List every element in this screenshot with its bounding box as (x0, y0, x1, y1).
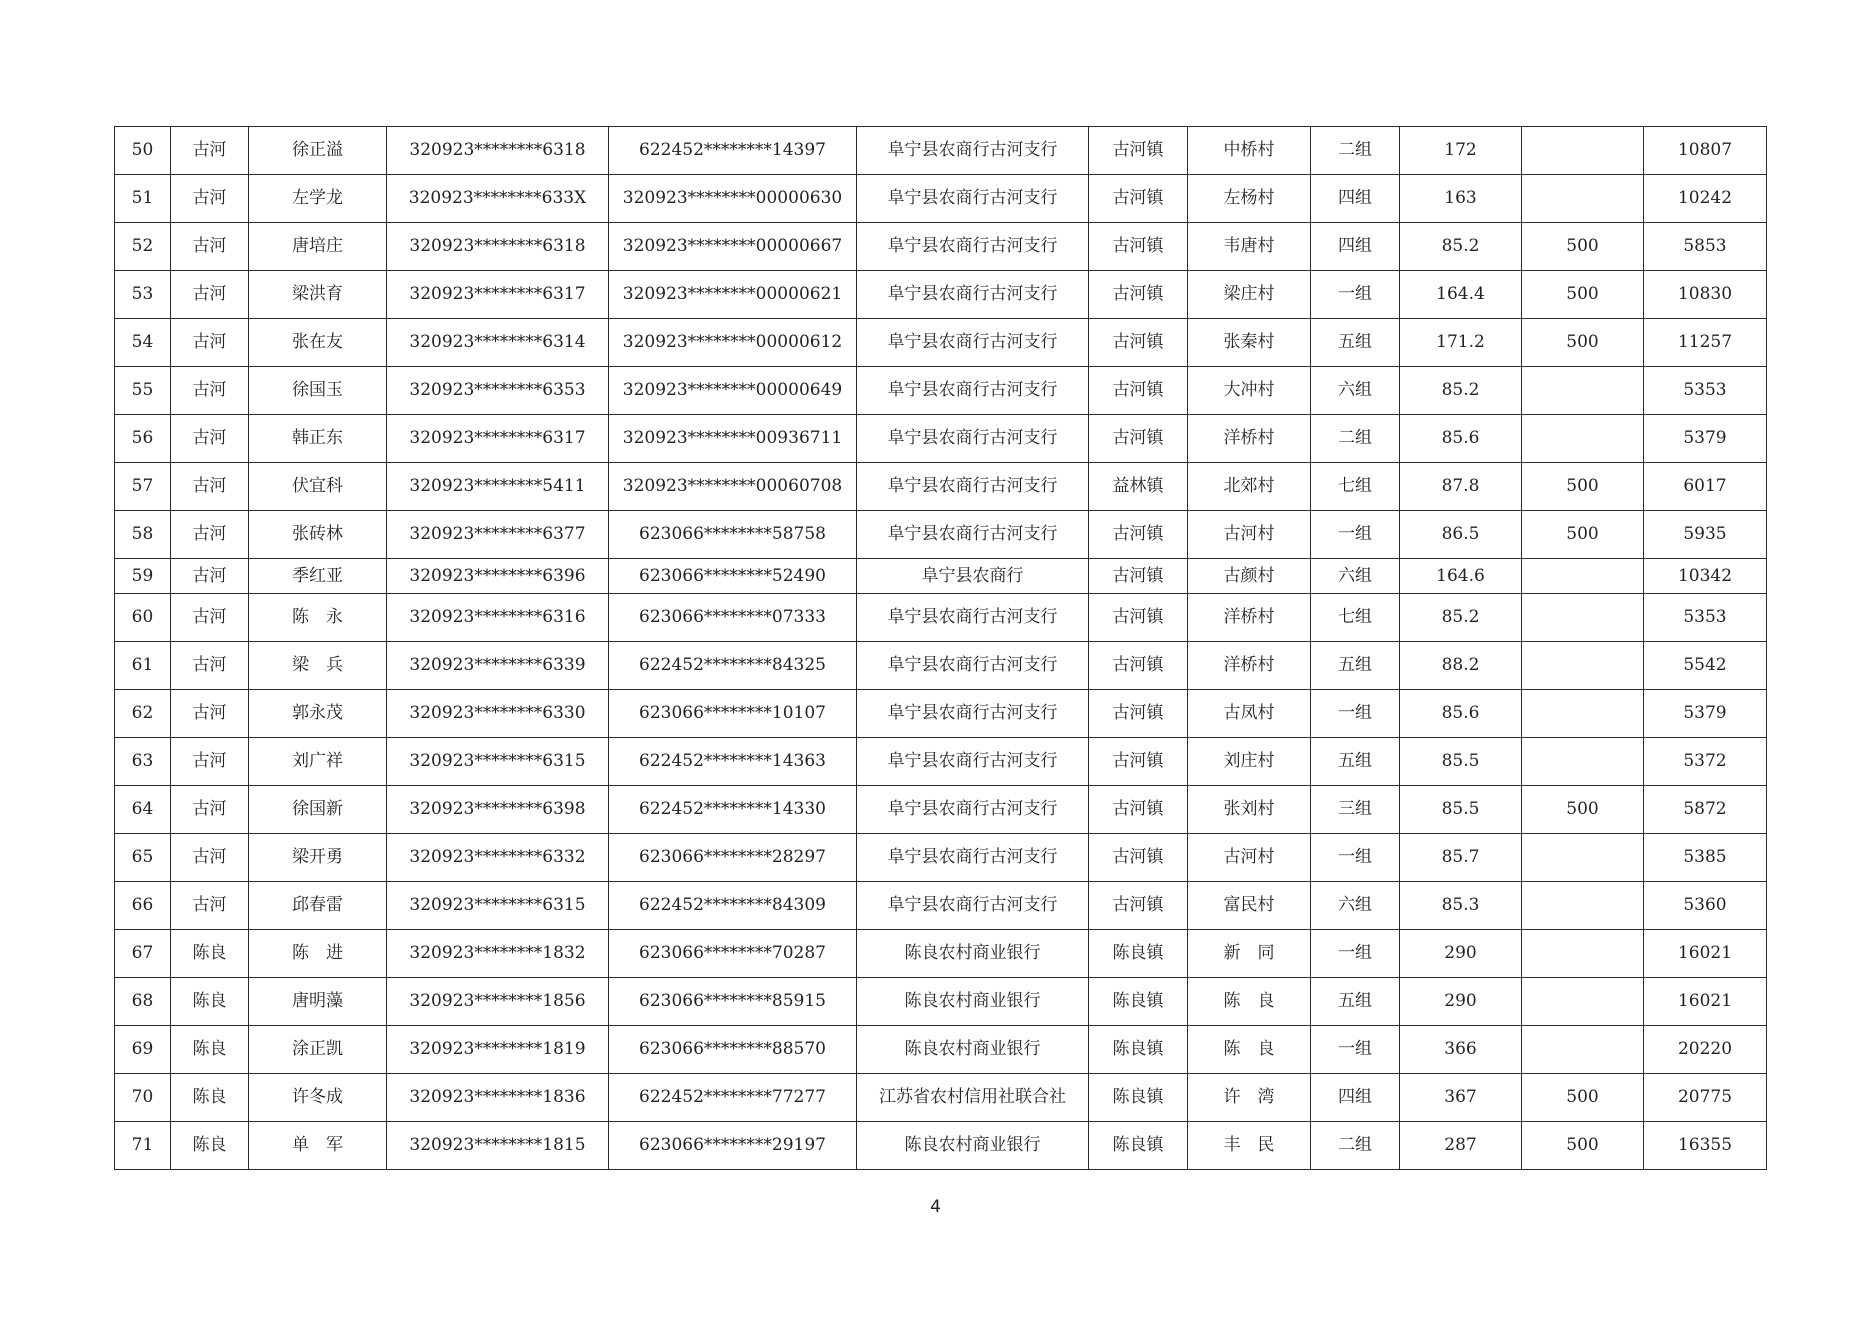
cell-area: 85.7 (1400, 834, 1522, 882)
table-row (115, 559, 1767, 594)
table-row (115, 978, 1767, 1026)
cell-amount: 5542 (1644, 642, 1767, 690)
cell-area: 85.2 (1400, 594, 1522, 642)
cell-town: 古河镇 (1089, 559, 1188, 594)
cell-township: 古河 (171, 175, 249, 223)
cell-amount: 20775 (1644, 1074, 1767, 1122)
cell-town: 古河镇 (1089, 367, 1188, 415)
cell-bank: 阜宁县农商行 (857, 559, 1089, 594)
table-body (115, 127, 1767, 1170)
cell-extra-amount (1522, 930, 1644, 978)
cell-amount: 5853 (1644, 223, 1767, 271)
cell-area: 290 (1400, 978, 1522, 1026)
cell-account-number: 623066********29197 (609, 1122, 857, 1170)
cell-group: 一组 (1311, 1026, 1400, 1074)
cell-village: 中桥村 (1188, 127, 1311, 175)
cell-area: 85.5 (1400, 738, 1522, 786)
cell-row-number: 52 (115, 223, 171, 271)
cell-name: 徐国玉 (249, 367, 387, 415)
cell-group: 六组 (1311, 882, 1400, 930)
cell-village: 古河村 (1188, 511, 1311, 559)
cell-id-number: 320923********6398 (387, 786, 609, 834)
cell-name: 单 军 (249, 1122, 387, 1170)
table-row (115, 642, 1767, 690)
cell-row-number: 69 (115, 1026, 171, 1074)
cell-town: 古河镇 (1089, 738, 1188, 786)
table-row (115, 1122, 1767, 1170)
cell-account-number: 623066********88570 (609, 1026, 857, 1074)
table-row (115, 223, 1767, 271)
cell-id-number: 320923********1815 (387, 1122, 609, 1170)
cell-id-number: 320923********6377 (387, 511, 609, 559)
cell-row-number: 57 (115, 463, 171, 511)
cell-bank: 阜宁县农商行古河支行 (857, 786, 1089, 834)
cell-extra-amount (1522, 978, 1644, 1026)
table-row (115, 1074, 1767, 1122)
cell-township: 古河 (171, 127, 249, 175)
cell-name: 邱春雷 (249, 882, 387, 930)
cell-extra-amount (1522, 367, 1644, 415)
cell-extra-amount (1522, 415, 1644, 463)
cell-extra-amount: 500 (1522, 271, 1644, 319)
cell-extra-amount: 500 (1522, 319, 1644, 367)
cell-name: 徐国新 (249, 786, 387, 834)
cell-amount: 5353 (1644, 594, 1767, 642)
cell-town: 古河镇 (1089, 642, 1188, 690)
data-table (114, 126, 1767, 1170)
cell-row-number: 55 (115, 367, 171, 415)
cell-township: 陈良 (171, 1122, 249, 1170)
cell-name: 梁开勇 (249, 834, 387, 882)
cell-area: 163 (1400, 175, 1522, 223)
cell-bank: 阜宁县农商行古河支行 (857, 882, 1089, 930)
cell-amount: 10807 (1644, 127, 1767, 175)
cell-town: 陈良镇 (1089, 1026, 1188, 1074)
cell-group: 一组 (1311, 511, 1400, 559)
cell-amount: 10830 (1644, 271, 1767, 319)
cell-area: 367 (1400, 1074, 1522, 1122)
cell-bank: 阜宁县农商行古河支行 (857, 175, 1089, 223)
cell-township: 古河 (171, 834, 249, 882)
cell-id-number: 320923********6314 (387, 319, 609, 367)
cell-bank: 阜宁县农商行古河支行 (857, 415, 1089, 463)
cell-account-number: 622452********14363 (609, 738, 857, 786)
cell-bank: 阜宁县农商行古河支行 (857, 367, 1089, 415)
cell-id-number: 320923********6315 (387, 738, 609, 786)
cell-extra-amount (1522, 559, 1644, 594)
cell-amount: 5360 (1644, 882, 1767, 930)
table-row (115, 175, 1767, 223)
cell-extra-amount: 500 (1522, 223, 1644, 271)
cell-township: 古河 (171, 271, 249, 319)
cell-name: 唐培庄 (249, 223, 387, 271)
cell-township: 古河 (171, 882, 249, 930)
cell-group: 五组 (1311, 642, 1400, 690)
cell-account-number: 320923********00000621 (609, 271, 857, 319)
cell-township: 古河 (171, 642, 249, 690)
cell-extra-amount (1522, 882, 1644, 930)
cell-group: 五组 (1311, 978, 1400, 1026)
cell-id-number: 320923********6332 (387, 834, 609, 882)
cell-row-number: 58 (115, 511, 171, 559)
cell-amount: 20220 (1644, 1026, 1767, 1074)
cell-town: 陈良镇 (1089, 930, 1188, 978)
cell-town: 古河镇 (1089, 415, 1188, 463)
cell-bank: 江苏省农村信用社联合社 (857, 1074, 1089, 1122)
cell-name: 张在友 (249, 319, 387, 367)
table-row (115, 511, 1767, 559)
cell-name: 伏宜科 (249, 463, 387, 511)
cell-account-number: 320923********00000667 (609, 223, 857, 271)
cell-account-number: 622452********77277 (609, 1074, 857, 1122)
cell-township: 古河 (171, 594, 249, 642)
cell-amount: 5379 (1644, 690, 1767, 738)
table-row (115, 786, 1767, 834)
cell-village: 洋桥村 (1188, 415, 1311, 463)
cell-id-number: 320923********6353 (387, 367, 609, 415)
cell-group: 一组 (1311, 271, 1400, 319)
cell-township: 古河 (171, 319, 249, 367)
cell-area: 366 (1400, 1026, 1522, 1074)
cell-area: 88.2 (1400, 642, 1522, 690)
cell-extra-amount (1522, 594, 1644, 642)
cell-village: 陈 良 (1188, 1026, 1311, 1074)
table-row (115, 882, 1767, 930)
cell-name: 陈 永 (249, 594, 387, 642)
cell-town: 古河镇 (1089, 834, 1188, 882)
page-number: 4 (930, 1197, 941, 1217)
cell-village: 大冲村 (1188, 367, 1311, 415)
cell-group: 五组 (1311, 738, 1400, 786)
cell-group: 二组 (1311, 127, 1400, 175)
cell-name: 张砖林 (249, 511, 387, 559)
cell-extra-amount: 500 (1522, 786, 1644, 834)
cell-id-number: 320923********1819 (387, 1026, 609, 1074)
cell-id-number: 320923********1836 (387, 1074, 609, 1122)
cell-id-number: 320923********6315 (387, 882, 609, 930)
cell-town: 古河镇 (1089, 786, 1188, 834)
cell-id-number: 320923********1856 (387, 978, 609, 1026)
cell-town: 古河镇 (1089, 690, 1188, 738)
cell-bank: 陈良农村商业银行 (857, 1026, 1089, 1074)
cell-name: 涂正凯 (249, 1026, 387, 1074)
cell-bank: 阜宁县农商行古河支行 (857, 271, 1089, 319)
cell-village: 新 同 (1188, 930, 1311, 978)
cell-bank: 阜宁县农商行古河支行 (857, 642, 1089, 690)
cell-row-number: 65 (115, 834, 171, 882)
cell-village: 洋桥村 (1188, 594, 1311, 642)
cell-town: 古河镇 (1089, 511, 1188, 559)
cell-town: 古河镇 (1089, 127, 1188, 175)
cell-area: 290 (1400, 930, 1522, 978)
table-row (115, 594, 1767, 642)
cell-amount: 5379 (1644, 415, 1767, 463)
cell-village: 刘庄村 (1188, 738, 1311, 786)
table-row (115, 415, 1767, 463)
cell-village: 古颜村 (1188, 559, 1311, 594)
cell-extra-amount (1522, 738, 1644, 786)
cell-account-number: 320923********00936711 (609, 415, 857, 463)
cell-amount: 16021 (1644, 930, 1767, 978)
cell-village: 张刘村 (1188, 786, 1311, 834)
cell-id-number: 320923********1832 (387, 930, 609, 978)
cell-area: 85.6 (1400, 690, 1522, 738)
cell-township: 古河 (171, 223, 249, 271)
cell-town: 陈良镇 (1089, 1074, 1188, 1122)
cell-extra-amount: 500 (1522, 463, 1644, 511)
cell-amount: 10242 (1644, 175, 1767, 223)
cell-account-number: 623066********28297 (609, 834, 857, 882)
cell-account-number: 622452********84325 (609, 642, 857, 690)
cell-amount: 11257 (1644, 319, 1767, 367)
cell-row-number: 62 (115, 690, 171, 738)
cell-group: 七组 (1311, 463, 1400, 511)
cell-name: 徐正溢 (249, 127, 387, 175)
cell-area: 85.5 (1400, 786, 1522, 834)
cell-group: 二组 (1311, 415, 1400, 463)
cell-township: 古河 (171, 367, 249, 415)
cell-amount: 16355 (1644, 1122, 1767, 1170)
cell-township: 古河 (171, 559, 249, 594)
cell-id-number: 320923********6318 (387, 223, 609, 271)
cell-town: 古河镇 (1089, 223, 1188, 271)
cell-bank: 阜宁县农商行古河支行 (857, 594, 1089, 642)
cell-extra-amount (1522, 1026, 1644, 1074)
cell-extra-amount (1522, 690, 1644, 738)
cell-account-number: 622452********84309 (609, 882, 857, 930)
cell-id-number: 320923********6316 (387, 594, 609, 642)
cell-group: 六组 (1311, 367, 1400, 415)
cell-account-number: 623066********10107 (609, 690, 857, 738)
cell-name: 唐明藻 (249, 978, 387, 1026)
cell-village: 富民村 (1188, 882, 1311, 930)
cell-township: 陈良 (171, 1026, 249, 1074)
cell-area: 85.6 (1400, 415, 1522, 463)
cell-township: 陈良 (171, 1074, 249, 1122)
cell-bank: 陈良农村商业银行 (857, 978, 1089, 1026)
cell-town: 古河镇 (1089, 175, 1188, 223)
cell-extra-amount (1522, 642, 1644, 690)
cell-row-number: 63 (115, 738, 171, 786)
cell-village: 许 湾 (1188, 1074, 1311, 1122)
cell-bank: 陈良农村商业银行 (857, 1122, 1089, 1170)
cell-bank: 陈良农村商业银行 (857, 930, 1089, 978)
cell-group: 一组 (1311, 690, 1400, 738)
cell-amount: 6017 (1644, 463, 1767, 511)
cell-group: 六组 (1311, 559, 1400, 594)
cell-group: 四组 (1311, 175, 1400, 223)
cell-group: 二组 (1311, 1122, 1400, 1170)
cell-id-number: 320923********6317 (387, 415, 609, 463)
cell-area: 171.2 (1400, 319, 1522, 367)
cell-bank: 阜宁县农商行古河支行 (857, 690, 1089, 738)
cell-area: 87.8 (1400, 463, 1522, 511)
cell-row-number: 70 (115, 1074, 171, 1122)
cell-area: 85.2 (1400, 223, 1522, 271)
cell-town: 陈良镇 (1089, 978, 1188, 1026)
cell-bank: 阜宁县农商行古河支行 (857, 127, 1089, 175)
cell-id-number: 320923********6396 (387, 559, 609, 594)
cell-row-number: 54 (115, 319, 171, 367)
cell-amount: 10342 (1644, 559, 1767, 594)
table-row (115, 690, 1767, 738)
cell-area: 85.2 (1400, 367, 1522, 415)
table-row (115, 930, 1767, 978)
cell-account-number: 320923********00060708 (609, 463, 857, 511)
cell-township: 陈良 (171, 978, 249, 1026)
cell-row-number: 71 (115, 1122, 171, 1170)
cell-extra-amount (1522, 834, 1644, 882)
cell-village: 古河村 (1188, 834, 1311, 882)
table-row (115, 738, 1767, 786)
cell-name: 郭永茂 (249, 690, 387, 738)
cell-name: 刘广祥 (249, 738, 387, 786)
cell-name: 陈 进 (249, 930, 387, 978)
cell-township: 陈良 (171, 930, 249, 978)
cell-row-number: 59 (115, 559, 171, 594)
cell-id-number: 320923********5411 (387, 463, 609, 511)
cell-extra-amount: 500 (1522, 1122, 1644, 1170)
cell-bank: 阜宁县农商行古河支行 (857, 319, 1089, 367)
cell-group: 一组 (1311, 930, 1400, 978)
cell-township: 古河 (171, 415, 249, 463)
cell-area: 172 (1400, 127, 1522, 175)
table-row (115, 319, 1767, 367)
cell-area: 164.6 (1400, 559, 1522, 594)
table-row (115, 271, 1767, 319)
cell-group: 四组 (1311, 223, 1400, 271)
cell-id-number: 320923********6330 (387, 690, 609, 738)
cell-group: 三组 (1311, 786, 1400, 834)
cell-group: 七组 (1311, 594, 1400, 642)
cell-row-number: 64 (115, 786, 171, 834)
cell-town: 古河镇 (1089, 271, 1188, 319)
cell-account-number: 320923********00000649 (609, 367, 857, 415)
cell-id-number: 320923********6318 (387, 127, 609, 175)
cell-account-number: 623066********52490 (609, 559, 857, 594)
cell-amount: 16021 (1644, 978, 1767, 1026)
cell-name: 季红亚 (249, 559, 387, 594)
cell-row-number: 61 (115, 642, 171, 690)
cell-town: 古河镇 (1089, 882, 1188, 930)
cell-row-number: 66 (115, 882, 171, 930)
cell-amount: 5935 (1644, 511, 1767, 559)
table-row (115, 367, 1767, 415)
cell-area: 287 (1400, 1122, 1522, 1170)
table-row (115, 463, 1767, 511)
cell-town: 益林镇 (1089, 463, 1188, 511)
cell-id-number: 320923********6339 (387, 642, 609, 690)
cell-village: 梁庄村 (1188, 271, 1311, 319)
cell-village: 古凤村 (1188, 690, 1311, 738)
cell-account-number: 623066********70287 (609, 930, 857, 978)
cell-town: 陈良镇 (1089, 1122, 1188, 1170)
cell-name: 韩正东 (249, 415, 387, 463)
cell-name: 许冬成 (249, 1074, 387, 1122)
cell-township: 古河 (171, 786, 249, 834)
cell-row-number: 60 (115, 594, 171, 642)
cell-township: 古河 (171, 511, 249, 559)
cell-amount: 5372 (1644, 738, 1767, 786)
cell-amount: 5353 (1644, 367, 1767, 415)
cell-name: 梁洪育 (249, 271, 387, 319)
cell-amount: 5872 (1644, 786, 1767, 834)
cell-account-number: 623066********85915 (609, 978, 857, 1026)
cell-village: 韦唐村 (1188, 223, 1311, 271)
cell-village: 张秦村 (1188, 319, 1311, 367)
cell-account-number: 622452********14330 (609, 786, 857, 834)
cell-account-number: 320923********00000630 (609, 175, 857, 223)
cell-group: 五组 (1311, 319, 1400, 367)
cell-village: 洋桥村 (1188, 642, 1311, 690)
cell-name: 左学龙 (249, 175, 387, 223)
cell-account-number: 623066********58758 (609, 511, 857, 559)
cell-area: 85.3 (1400, 882, 1522, 930)
cell-account-number: 320923********00000612 (609, 319, 857, 367)
table-row (115, 127, 1767, 175)
cell-group: 四组 (1311, 1074, 1400, 1122)
cell-account-number: 623066********07333 (609, 594, 857, 642)
cell-town: 古河镇 (1089, 319, 1188, 367)
cell-id-number: 320923********633X (387, 175, 609, 223)
cell-village: 丰 民 (1188, 1122, 1311, 1170)
cell-bank: 阜宁县农商行古河支行 (857, 223, 1089, 271)
cell-extra-amount: 500 (1522, 1074, 1644, 1122)
cell-group: 一组 (1311, 834, 1400, 882)
cell-area: 86.5 (1400, 511, 1522, 559)
cell-row-number: 68 (115, 978, 171, 1026)
cell-id-number: 320923********6317 (387, 271, 609, 319)
cell-town: 古河镇 (1089, 594, 1188, 642)
table-row (115, 834, 1767, 882)
cell-row-number: 51 (115, 175, 171, 223)
cell-extra-amount (1522, 127, 1644, 175)
cell-village: 陈 良 (1188, 978, 1311, 1026)
cell-township: 古河 (171, 690, 249, 738)
cell-name: 梁 兵 (249, 642, 387, 690)
cell-village: 左杨村 (1188, 175, 1311, 223)
cell-area: 164.4 (1400, 271, 1522, 319)
cell-village: 北郊村 (1188, 463, 1311, 511)
cell-row-number: 53 (115, 271, 171, 319)
cell-extra-amount (1522, 175, 1644, 223)
cell-row-number: 56 (115, 415, 171, 463)
cell-amount: 5385 (1644, 834, 1767, 882)
cell-extra-amount: 500 (1522, 511, 1644, 559)
cell-township: 古河 (171, 738, 249, 786)
cell-bank: 阜宁县农商行古河支行 (857, 463, 1089, 511)
cell-bank: 阜宁县农商行古河支行 (857, 511, 1089, 559)
cell-bank: 阜宁县农商行古河支行 (857, 834, 1089, 882)
cell-account-number: 622452********14397 (609, 127, 857, 175)
table-row (115, 1026, 1767, 1074)
cell-township: 古河 (171, 463, 249, 511)
cell-bank: 阜宁县农商行古河支行 (857, 738, 1089, 786)
cell-row-number: 67 (115, 930, 171, 978)
cell-row-number: 50 (115, 127, 171, 175)
